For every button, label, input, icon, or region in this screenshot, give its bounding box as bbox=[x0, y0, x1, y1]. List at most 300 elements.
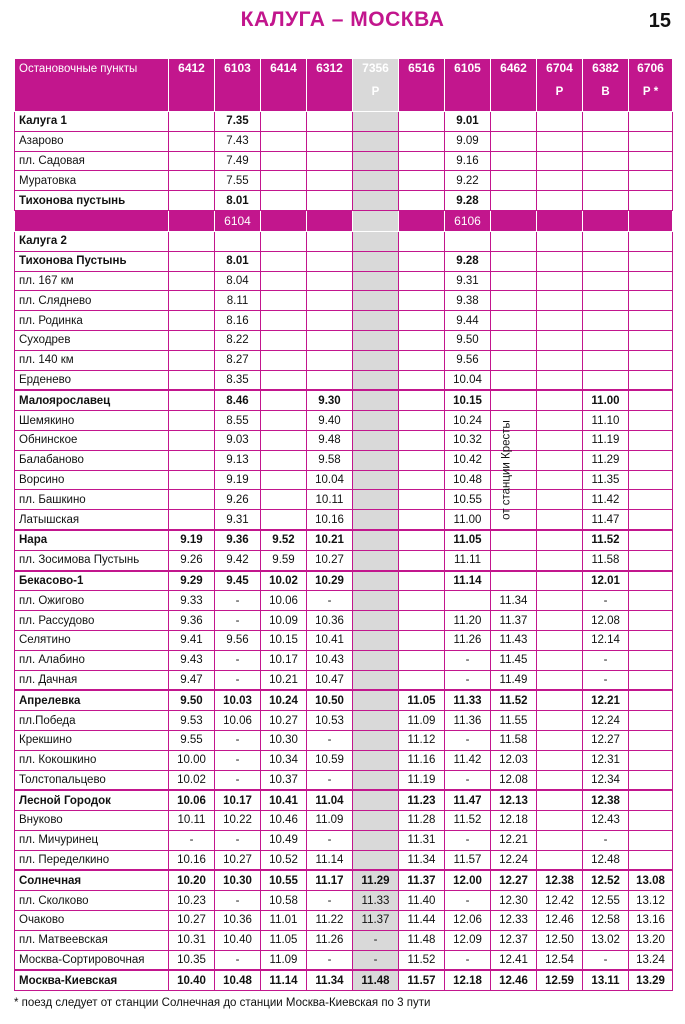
time-cell: 12.08 bbox=[583, 611, 629, 631]
time-cell: 11.33 bbox=[353, 891, 399, 911]
time-cell: 10.21 bbox=[307, 530, 353, 550]
station-name: пл. Кокошкино bbox=[15, 750, 169, 770]
time-cell bbox=[353, 251, 399, 271]
time-cell bbox=[353, 271, 399, 291]
time-cell: 12.43 bbox=[583, 811, 629, 831]
train-number: 6414 bbox=[270, 61, 297, 75]
time-cell bbox=[353, 630, 399, 650]
station-name: Обнинское bbox=[15, 430, 169, 450]
station-name: Шемякино bbox=[15, 411, 169, 431]
time-cell: 12.09 bbox=[445, 930, 491, 950]
time-cell bbox=[491, 271, 537, 291]
time-cell bbox=[537, 112, 583, 132]
timetable-row bbox=[15, 291, 673, 311]
time-cell: 10.22 bbox=[215, 811, 261, 831]
time-cell bbox=[169, 251, 215, 271]
time-cell: 8.46 bbox=[215, 390, 261, 410]
time-cell: 11.36 bbox=[445, 711, 491, 731]
time-cell: 8.01 bbox=[215, 191, 261, 211]
time-cell: - bbox=[445, 830, 491, 850]
time-cell: - bbox=[583, 670, 629, 690]
time-cell bbox=[353, 112, 399, 132]
time-cell: 10.49 bbox=[261, 830, 307, 850]
time-cell bbox=[629, 330, 673, 350]
time-cell: 12.48 bbox=[583, 850, 629, 870]
time-cell: 10.00 bbox=[169, 750, 215, 770]
time-cell bbox=[353, 670, 399, 690]
time-cell: - bbox=[445, 650, 491, 670]
time-cell bbox=[353, 151, 399, 171]
time-cell bbox=[261, 350, 307, 370]
time-cell bbox=[169, 171, 215, 191]
station-name: пл. Сляднево bbox=[15, 291, 169, 311]
train-header-3 bbox=[307, 59, 353, 112]
time-cell bbox=[353, 510, 399, 530]
time-cell bbox=[629, 591, 673, 611]
time-cell: - bbox=[215, 611, 261, 631]
time-cell: 9.31 bbox=[445, 271, 491, 291]
station-name: Апрелевка bbox=[15, 690, 169, 710]
train-header-9 bbox=[583, 59, 629, 112]
station-name: Балабаново bbox=[15, 450, 169, 470]
station-name: Селятино bbox=[15, 630, 169, 650]
time-cell: 11.34 bbox=[307, 970, 353, 990]
time-cell bbox=[537, 231, 583, 251]
time-cell: 11.57 bbox=[399, 970, 445, 990]
timetable-row bbox=[15, 690, 673, 710]
time-cell bbox=[537, 411, 583, 431]
time-cell: 10.35 bbox=[169, 950, 215, 970]
station-column-header: Остановочные пункты bbox=[15, 59, 169, 112]
time-cell: 10.29 bbox=[307, 571, 353, 591]
time-cell bbox=[537, 711, 583, 731]
time-cell bbox=[399, 350, 445, 370]
time-cell: 10.30 bbox=[215, 870, 261, 890]
time-cell bbox=[583, 350, 629, 370]
time-cell bbox=[353, 411, 399, 431]
station-name: пл. 140 км bbox=[15, 350, 169, 370]
time-cell bbox=[169, 450, 215, 470]
time-cell: 11.42 bbox=[445, 750, 491, 770]
time-cell bbox=[537, 770, 583, 790]
time-cell: 11.52 bbox=[583, 530, 629, 550]
time-cell: 11.14 bbox=[307, 850, 353, 870]
time-cell: 12.08 bbox=[491, 770, 537, 790]
time-cell bbox=[583, 231, 629, 251]
page-title: КАЛУГА – МОСКВА bbox=[240, 8, 445, 31]
page-number: 15 bbox=[648, 10, 671, 32]
time-cell bbox=[307, 271, 353, 291]
time-cell bbox=[353, 311, 399, 331]
time-cell: 10.31 bbox=[169, 930, 215, 950]
time-cell: 8.27 bbox=[215, 350, 261, 370]
time-cell bbox=[629, 291, 673, 311]
time-cell: 9.26 bbox=[169, 550, 215, 570]
train-header-4 bbox=[353, 59, 399, 112]
time-cell: 10.24 bbox=[261, 690, 307, 710]
time-cell: 11.58 bbox=[491, 730, 537, 750]
time-cell: 11.29 bbox=[583, 450, 629, 470]
time-cell bbox=[353, 650, 399, 670]
time-cell: 9.28 bbox=[445, 251, 491, 271]
time-cell: 12.21 bbox=[583, 690, 629, 710]
time-cell: 11.16 bbox=[399, 750, 445, 770]
time-cell bbox=[399, 430, 445, 450]
time-cell bbox=[537, 430, 583, 450]
time-cell bbox=[629, 611, 673, 631]
time-cell: 12.00 bbox=[445, 870, 491, 890]
time-cell: 8.55 bbox=[215, 411, 261, 431]
time-cell bbox=[537, 390, 583, 410]
timetable-row bbox=[15, 370, 673, 390]
time-cell: 11.47 bbox=[445, 790, 491, 810]
time-cell: 12.18 bbox=[445, 970, 491, 990]
time-cell: 11.11 bbox=[445, 550, 491, 570]
time-cell: 13.08 bbox=[629, 870, 673, 890]
time-cell: 11.23 bbox=[399, 790, 445, 810]
time-cell bbox=[307, 251, 353, 271]
time-cell: 11.57 bbox=[445, 850, 491, 870]
timetable-row bbox=[15, 950, 673, 970]
time-cell: 10.46 bbox=[261, 811, 307, 831]
time-cell: 11.52 bbox=[445, 811, 491, 831]
time-cell: 9.55 bbox=[169, 730, 215, 750]
time-cell: 11.55 bbox=[491, 711, 537, 731]
station-name: Лесной Городок bbox=[15, 790, 169, 810]
time-cell: 11.05 bbox=[399, 690, 445, 710]
time-cell bbox=[307, 350, 353, 370]
time-cell: 10.48 bbox=[215, 970, 261, 990]
station-name: пл. Переделкино bbox=[15, 850, 169, 870]
time-cell: - bbox=[215, 650, 261, 670]
time-cell: 11.20 bbox=[445, 611, 491, 631]
time-cell bbox=[399, 251, 445, 271]
time-cell bbox=[629, 850, 673, 870]
station-name: Бекасово-1 bbox=[15, 571, 169, 591]
time-cell: 10.24 bbox=[445, 411, 491, 431]
time-cell: 10.58 bbox=[261, 891, 307, 911]
time-cell: 12.52 bbox=[583, 870, 629, 890]
station-name: пл. Рассудово bbox=[15, 611, 169, 631]
time-cell bbox=[353, 571, 399, 591]
time-cell bbox=[399, 171, 445, 191]
time-cell bbox=[261, 470, 307, 490]
time-cell bbox=[169, 271, 215, 291]
time-cell bbox=[629, 750, 673, 770]
time-cell bbox=[261, 271, 307, 291]
time-cell bbox=[537, 611, 583, 631]
time-cell: 11.34 bbox=[491, 591, 537, 611]
time-cell: 9.36 bbox=[215, 530, 261, 550]
time-cell: 9.50 bbox=[169, 690, 215, 710]
timetable-row bbox=[15, 450, 673, 470]
time-cell: 9.58 bbox=[307, 450, 353, 470]
time-cell bbox=[307, 370, 353, 390]
time-cell bbox=[629, 530, 673, 550]
time-cell: 11.09 bbox=[307, 811, 353, 831]
station-name: Калуга 1 bbox=[15, 112, 169, 132]
time-cell bbox=[491, 251, 537, 271]
time-cell bbox=[583, 171, 629, 191]
time-cell bbox=[353, 750, 399, 770]
train-number: 6706 bbox=[637, 61, 664, 75]
time-cell bbox=[491, 370, 537, 390]
time-cell: - bbox=[307, 730, 353, 750]
time-cell: 10.17 bbox=[215, 790, 261, 810]
time-cell: - bbox=[307, 830, 353, 850]
time-cell bbox=[491, 350, 537, 370]
time-cell bbox=[399, 291, 445, 311]
time-cell bbox=[583, 271, 629, 291]
time-cell bbox=[353, 730, 399, 750]
time-cell: 11.40 bbox=[399, 891, 445, 911]
time-cell bbox=[537, 550, 583, 570]
train-number: 6382 bbox=[592, 61, 619, 75]
time-cell bbox=[307, 131, 353, 151]
timetable-row bbox=[15, 271, 673, 291]
time-cell: - bbox=[307, 591, 353, 611]
subheader-train-number bbox=[307, 210, 353, 231]
time-cell: 12.24 bbox=[583, 711, 629, 731]
time-cell bbox=[399, 470, 445, 490]
time-cell bbox=[583, 151, 629, 171]
time-cell: 11.35 bbox=[583, 470, 629, 490]
time-cell bbox=[537, 311, 583, 331]
time-cell: 9.09 bbox=[445, 131, 491, 151]
timetable-row bbox=[15, 970, 673, 990]
time-cell: 11.19 bbox=[583, 430, 629, 450]
station-name: Толстопальцево bbox=[15, 770, 169, 790]
time-cell: 9.26 bbox=[215, 490, 261, 510]
time-cell bbox=[491, 171, 537, 191]
time-cell: 9.59 bbox=[261, 550, 307, 570]
train-header-1 bbox=[215, 59, 261, 112]
time-cell bbox=[399, 591, 445, 611]
time-cell bbox=[629, 690, 673, 710]
time-cell bbox=[353, 291, 399, 311]
timetable-row bbox=[15, 811, 673, 831]
time-cell: 12.31 bbox=[583, 750, 629, 770]
time-cell bbox=[353, 811, 399, 831]
station-name: Тихонова пустынь bbox=[15, 191, 169, 211]
station-name: Латышская bbox=[15, 510, 169, 530]
time-cell bbox=[399, 411, 445, 431]
time-cell bbox=[169, 510, 215, 530]
time-cell: 12.54 bbox=[537, 950, 583, 970]
section-subheader-row bbox=[15, 210, 673, 231]
timetable-row bbox=[15, 490, 673, 510]
time-cell bbox=[445, 231, 491, 251]
time-cell bbox=[399, 630, 445, 650]
time-cell: 11.31 bbox=[399, 830, 445, 850]
timetable-row bbox=[15, 571, 673, 591]
time-cell: 12.27 bbox=[583, 730, 629, 750]
time-cell: 7.49 bbox=[215, 151, 261, 171]
station-name: Ерденево bbox=[15, 370, 169, 390]
time-cell: 10.42 bbox=[445, 450, 491, 470]
timetable-row bbox=[15, 430, 673, 450]
time-cell bbox=[399, 390, 445, 410]
timetable-row bbox=[15, 730, 673, 750]
time-cell bbox=[537, 790, 583, 810]
time-cell: 10.48 bbox=[445, 470, 491, 490]
time-cell bbox=[629, 390, 673, 410]
timetable-row bbox=[15, 611, 673, 631]
time-cell: 13.11 bbox=[583, 970, 629, 990]
station-name: Азарово bbox=[15, 131, 169, 151]
time-cell bbox=[399, 151, 445, 171]
time-cell bbox=[629, 550, 673, 570]
time-cell bbox=[261, 131, 307, 151]
time-cell: 10.09 bbox=[261, 611, 307, 631]
time-cell bbox=[537, 171, 583, 191]
subheader-train-number bbox=[583, 210, 629, 231]
timetable-row bbox=[15, 191, 673, 211]
time-cell: 9.30 bbox=[307, 390, 353, 410]
time-cell bbox=[353, 490, 399, 510]
time-cell: 10.23 bbox=[169, 891, 215, 911]
time-cell: 11.00 bbox=[445, 510, 491, 530]
time-cell bbox=[399, 490, 445, 510]
station-name: пл. Родинка bbox=[15, 311, 169, 331]
time-cell: 10.11 bbox=[169, 811, 215, 831]
time-cell bbox=[629, 450, 673, 470]
time-cell bbox=[261, 450, 307, 470]
station-name: пл. Зосимова Пустынь bbox=[15, 550, 169, 570]
time-cell: 11.09 bbox=[399, 711, 445, 731]
time-cell bbox=[629, 670, 673, 690]
time-cell bbox=[261, 231, 307, 251]
time-cell: 10.15 bbox=[261, 630, 307, 650]
timetable-row bbox=[15, 171, 673, 191]
time-cell: 10.11 bbox=[307, 490, 353, 510]
train-mark: В bbox=[601, 86, 610, 98]
timetable-row bbox=[15, 750, 673, 770]
time-cell bbox=[629, 830, 673, 850]
time-cell: 10.17 bbox=[261, 650, 307, 670]
time-cell: 7.35 bbox=[215, 112, 261, 132]
station-name: Москва-Киевская bbox=[15, 970, 169, 990]
time-cell bbox=[629, 112, 673, 132]
time-cell: 10.52 bbox=[261, 850, 307, 870]
time-cell bbox=[399, 611, 445, 631]
timetable-row bbox=[15, 870, 673, 890]
time-cell: 9.29 bbox=[169, 571, 215, 591]
time-cell bbox=[169, 231, 215, 251]
time-cell bbox=[261, 311, 307, 331]
time-cell: - bbox=[215, 730, 261, 750]
station-name: Ворсино bbox=[15, 470, 169, 490]
time-cell bbox=[491, 191, 537, 211]
time-cell: 12.41 bbox=[491, 950, 537, 970]
time-cell bbox=[629, 730, 673, 750]
timetable-body bbox=[15, 59, 673, 991]
time-cell bbox=[629, 650, 673, 670]
time-cell: 10.34 bbox=[261, 750, 307, 770]
time-cell: 11.44 bbox=[399, 911, 445, 931]
time-cell: - bbox=[583, 591, 629, 611]
timetable-row bbox=[15, 591, 673, 611]
timetable-row bbox=[15, 891, 673, 911]
time-cell bbox=[399, 530, 445, 550]
time-cell: 9.13 bbox=[215, 450, 261, 470]
time-cell bbox=[399, 112, 445, 132]
time-cell bbox=[353, 330, 399, 350]
time-cell bbox=[629, 350, 673, 370]
time-cell: 13.16 bbox=[629, 911, 673, 931]
station-name: Очаково bbox=[15, 911, 169, 931]
time-cell bbox=[353, 550, 399, 570]
vertical-note-text: от станции Кресты bbox=[500, 420, 513, 520]
time-cell bbox=[169, 430, 215, 450]
time-cell bbox=[445, 591, 491, 611]
time-cell bbox=[261, 291, 307, 311]
time-cell: 12.01 bbox=[583, 571, 629, 591]
time-cell: 11.22 bbox=[307, 911, 353, 931]
time-cell: 12.18 bbox=[491, 811, 537, 831]
time-cell: - bbox=[445, 670, 491, 690]
time-cell: 11.47 bbox=[583, 510, 629, 530]
time-cell bbox=[537, 450, 583, 470]
time-cell bbox=[629, 151, 673, 171]
timetable-row bbox=[15, 530, 673, 550]
time-cell: 10.06 bbox=[261, 591, 307, 611]
time-cell bbox=[537, 510, 583, 530]
subheader-station-cell bbox=[15, 210, 169, 231]
time-cell bbox=[353, 830, 399, 850]
time-cell bbox=[399, 370, 445, 390]
time-cell: 10.36 bbox=[307, 611, 353, 631]
time-cell bbox=[537, 291, 583, 311]
subheader-train-number bbox=[353, 210, 399, 231]
train-mark: Р bbox=[555, 86, 564, 98]
time-cell bbox=[399, 571, 445, 591]
time-cell bbox=[399, 650, 445, 670]
time-cell bbox=[537, 630, 583, 650]
time-cell: - bbox=[215, 950, 261, 970]
time-cell bbox=[537, 251, 583, 271]
time-cell bbox=[491, 291, 537, 311]
time-cell bbox=[537, 530, 583, 550]
time-cell: 11.14 bbox=[261, 970, 307, 990]
time-cell: 10.36 bbox=[215, 911, 261, 931]
time-cell bbox=[537, 670, 583, 690]
time-cell bbox=[629, 251, 673, 271]
subheader-train-number bbox=[399, 210, 445, 231]
time-cell bbox=[491, 112, 537, 132]
time-cell: 9.48 bbox=[307, 430, 353, 450]
time-cell: 11.14 bbox=[445, 571, 491, 591]
time-cell: 9.42 bbox=[215, 550, 261, 570]
time-cell: 9.31 bbox=[215, 510, 261, 530]
train-number: 6412 bbox=[178, 61, 205, 75]
time-cell: 10.41 bbox=[307, 630, 353, 650]
header-row bbox=[15, 59, 673, 112]
time-cell bbox=[537, 690, 583, 710]
time-cell: 10.37 bbox=[261, 770, 307, 790]
time-cell bbox=[261, 171, 307, 191]
time-cell bbox=[169, 112, 215, 132]
train-number: 6103 bbox=[224, 61, 251, 75]
timetable-row bbox=[15, 510, 673, 530]
time-cell: 9.52 bbox=[261, 530, 307, 550]
time-cell bbox=[307, 231, 353, 251]
time-cell bbox=[307, 311, 353, 331]
time-cell bbox=[399, 131, 445, 151]
time-cell: 9.19 bbox=[169, 530, 215, 550]
time-cell: 11.42 bbox=[583, 490, 629, 510]
time-cell bbox=[261, 490, 307, 510]
